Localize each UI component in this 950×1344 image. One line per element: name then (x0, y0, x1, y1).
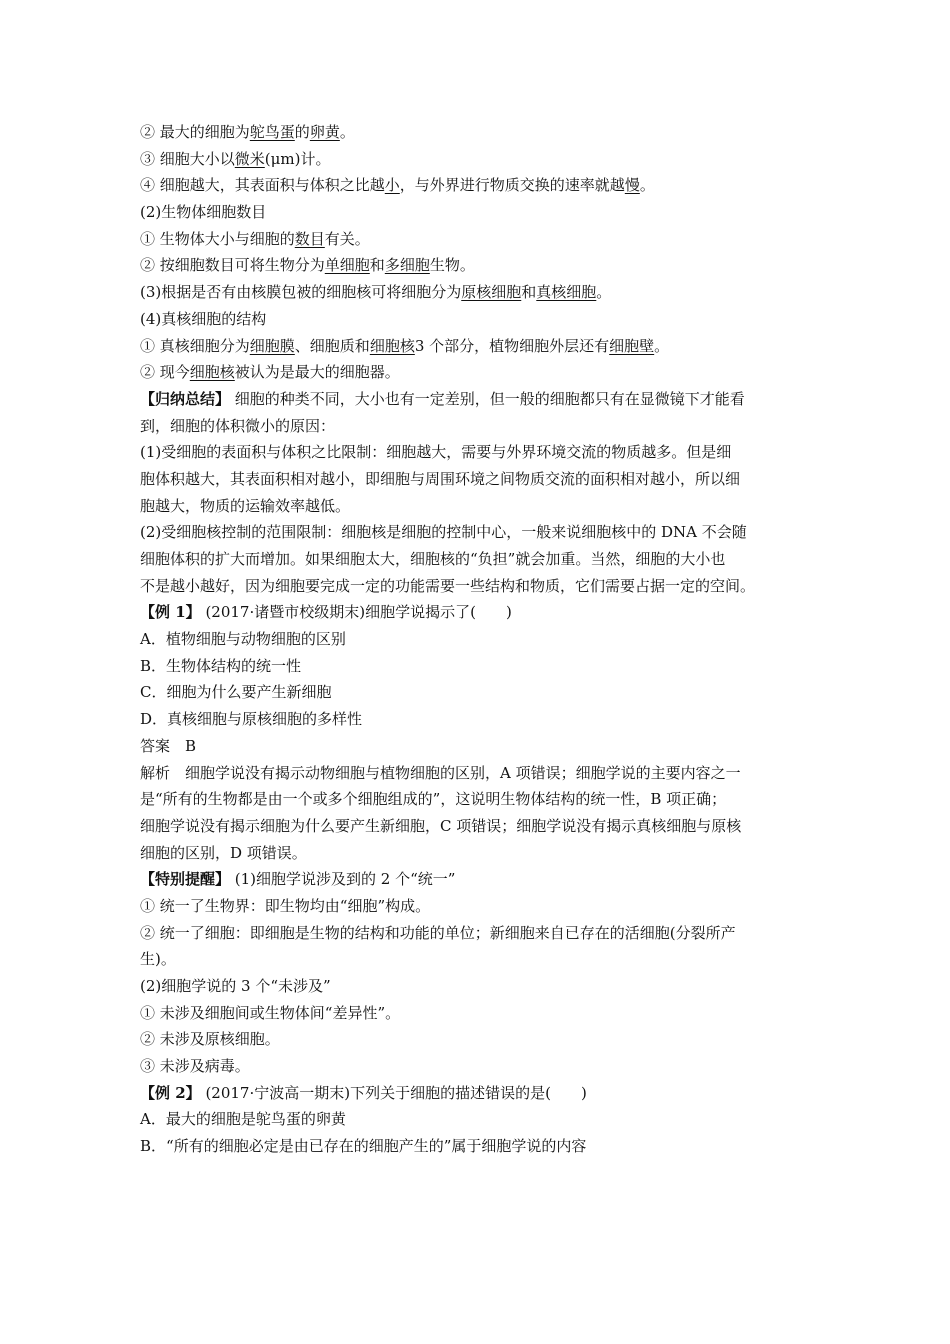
text-segment: ② 统一了细胞：即细胞是生物的结构和功能的单位；新细胞来自已存在的活细胞(分裂所产 (140, 923, 736, 942)
underlined-answer: 小 (384, 176, 400, 195)
text-segment: 3 个部分，植物细胞外层还有 (414, 336, 610, 355)
text-segment: ③ 未涉及病毒。 (140, 1057, 250, 1076)
text-line (140, 199, 820, 226)
underlined-answer: 真核细胞 (536, 283, 597, 302)
text-segment: B．生物体结构的统一性 (140, 656, 302, 675)
text-segment: (μm)计。 (264, 149, 331, 168)
underlined-answer: 微米 (234, 149, 265, 168)
text-line (140, 146, 820, 173)
text-segment: (4)真核细胞的结构 (140, 309, 267, 328)
text-line (140, 493, 820, 520)
text-line (140, 573, 820, 600)
text-line (140, 333, 820, 360)
text-segment: ，与外界进行物质交换的速率就越 (399, 176, 625, 195)
text-segment: 细胞学说没有揭示细胞为什么要产生新细胞，C 项错误；细胞学说没有揭示真核细胞与原核 (140, 816, 742, 835)
text-segment: 到，细胞的体积微小的原因： (140, 416, 336, 435)
text-segment: 细胞体积的扩大而增加。如果细胞太大，细胞核的“负担”就会加重。当然，细胞的大小也 (140, 550, 726, 568)
text-line (140, 840, 820, 867)
underlined-answer: 多细胞 (384, 256, 430, 275)
text-line (140, 279, 820, 306)
text-segment: 胞体积越大，其表面积相对越小，即细胞与周围环境之间物质交流的面积相对越小，所以细 (140, 469, 741, 488)
text-line (140, 679, 820, 706)
text-line (140, 866, 820, 893)
text-line (140, 1080, 820, 1107)
text-line (140, 1106, 820, 1133)
text-segment: 是“所有的生物都是由一个或多个细胞组成的”，这说明生物体结构的统一性，B 项正确； (140, 790, 727, 809)
text-segment: ④ 细胞越大，其表面积与体积之比越 (140, 176, 385, 195)
section-heading: 【特别提醒】 (140, 870, 231, 889)
text-segment: (2)细胞学说的 3 个“未涉及” (140, 977, 331, 995)
text-segment: 胞越大，物质的运输效率越低。 (140, 496, 351, 515)
underlined-answer: 慢 (624, 176, 640, 195)
section-heading: 【例 1】 (140, 603, 201, 622)
text-segment: 。 (654, 336, 670, 355)
text-segment: 、细胞质和 (294, 336, 370, 355)
underlined-answer: 数目 (294, 229, 325, 248)
text-segment: ② 最大的细胞为 (140, 123, 250, 141)
text-segment: (3)根据是否有由核膜包被的细胞核可将细胞分为 (140, 283, 462, 302)
text-line (140, 920, 820, 947)
text-line (140, 706, 820, 733)
text-segment: (1)受细胞的表面积与体积之比限制：细胞越大，需要与外界环境交流的物质越多。但是细 (140, 443, 732, 462)
text-segment: 细胞的区别，D 项错误。 (140, 843, 307, 862)
text-line (140, 226, 820, 253)
text-segment: 不是越小越好，因为细胞要完成一定的功能需要一些结构和物质，它们需要占据一定的空间。 (140, 576, 756, 595)
text-segment: B．“所有的细胞必定是由已存在的细胞产生的”属于细胞学说的内容 (140, 1137, 587, 1156)
text-segment: (2)受细胞核控制的范围限制：细胞核是细胞的控制中心，一般来说细胞核中的 DNA 不会随 (140, 523, 747, 542)
text-line (140, 306, 820, 333)
text-line (140, 786, 820, 813)
text-segment: C．细胞为什么要产生新细胞 (140, 683, 332, 702)
text-segment: 和 (521, 283, 537, 302)
text-line (140, 813, 820, 840)
text-line (140, 1000, 820, 1027)
text-line (140, 599, 820, 626)
text-line (140, 760, 820, 787)
underlined-answer: 卵黄 (309, 123, 340, 141)
text-segment: (2)生物体细胞数目 (140, 203, 267, 222)
text-segment: 细胞的种类不同，大小也有一定差别，但一般的细胞都只有在显微镜下才能看 (230, 389, 745, 408)
underlined-answer: 细胞核 (369, 336, 415, 355)
text-line (140, 413, 820, 440)
text-line (140, 973, 820, 1000)
text-segment: A．最大的细胞是鸵鸟蛋的卵黄 (140, 1110, 346, 1129)
text-segment: (2017·诸暨市校级期末)细胞学说揭示了( ) (200, 603, 512, 622)
text-segment: 。 (339, 123, 355, 141)
underlined-answer: 细胞核 (189, 363, 235, 382)
text-segment: ① 统一了生物界：即生物均由“细胞”构成。 (140, 896, 431, 915)
text-line (140, 1133, 820, 1160)
text-segment: ① 生物体大小与细胞的 (140, 229, 295, 248)
underlined-answer: 细胞膜 (249, 336, 295, 355)
text-segment: 被认为是最大的细胞器。 (234, 363, 400, 382)
text-segment: ① 未涉及细胞间或生物体间“差异性”。 (140, 1003, 401, 1022)
text-segment: 生物。 (429, 256, 475, 275)
text-line (140, 439, 820, 466)
text-line (140, 386, 820, 413)
text-segment: 。 (639, 176, 655, 195)
text-segment: ② 按细胞数目可将生物分为 (140, 256, 325, 275)
document-body (140, 119, 820, 1160)
section-heading: 【例 2】 (140, 1083, 201, 1102)
text-line (140, 1026, 820, 1053)
text-line (140, 733, 820, 760)
text-line (140, 893, 820, 920)
text-line (140, 626, 820, 653)
text-segment: 。 (596, 283, 612, 302)
text-segment: A．植物细胞与动物细胞的区别 (140, 630, 346, 649)
text-line (140, 119, 820, 146)
text-segment: 和 (369, 256, 385, 275)
text-segment: ② 现今 (140, 363, 190, 382)
text-segment: ① 真核细胞分为 (140, 336, 250, 355)
underlined-answer: 原核细胞 (461, 283, 522, 302)
text-line (140, 946, 820, 973)
text-segment: (1)细胞学说涉及到的 2 个“统一” (230, 870, 456, 889)
text-segment: D．真核细胞与原核细胞的多样性 (140, 710, 363, 729)
text-line (140, 359, 820, 386)
text-line (140, 519, 820, 546)
text-line (140, 653, 820, 680)
text-line (140, 466, 820, 493)
underlined-answer: 单细胞 (324, 256, 370, 275)
text-line (140, 1053, 820, 1080)
text-line (140, 252, 820, 279)
text-segment: 有关。 (324, 229, 370, 248)
text-line (140, 172, 820, 199)
text-segment: 的 (294, 123, 310, 141)
text-segment: ③ 细胞大小以 (140, 149, 235, 168)
text-segment: (2017·宁波高一期末)下列关于细胞的描述错误的是( ) (200, 1083, 587, 1102)
underlined-answer: 鸵鸟蛋 (249, 123, 295, 141)
section-heading: 【归纳总结】 (140, 389, 231, 408)
text-segment: 生)。 (140, 950, 176, 969)
text-line (140, 546, 820, 573)
text-segment: ② 未涉及原核细胞。 (140, 1030, 280, 1049)
underlined-answer: 细胞壁 (609, 336, 655, 355)
text-segment: 解析 细胞学说没有揭示动物细胞与植物细胞的区别，A 项错误；细胞学说的主要内容之一 (140, 763, 741, 782)
text-segment: 答案 B (140, 736, 197, 755)
